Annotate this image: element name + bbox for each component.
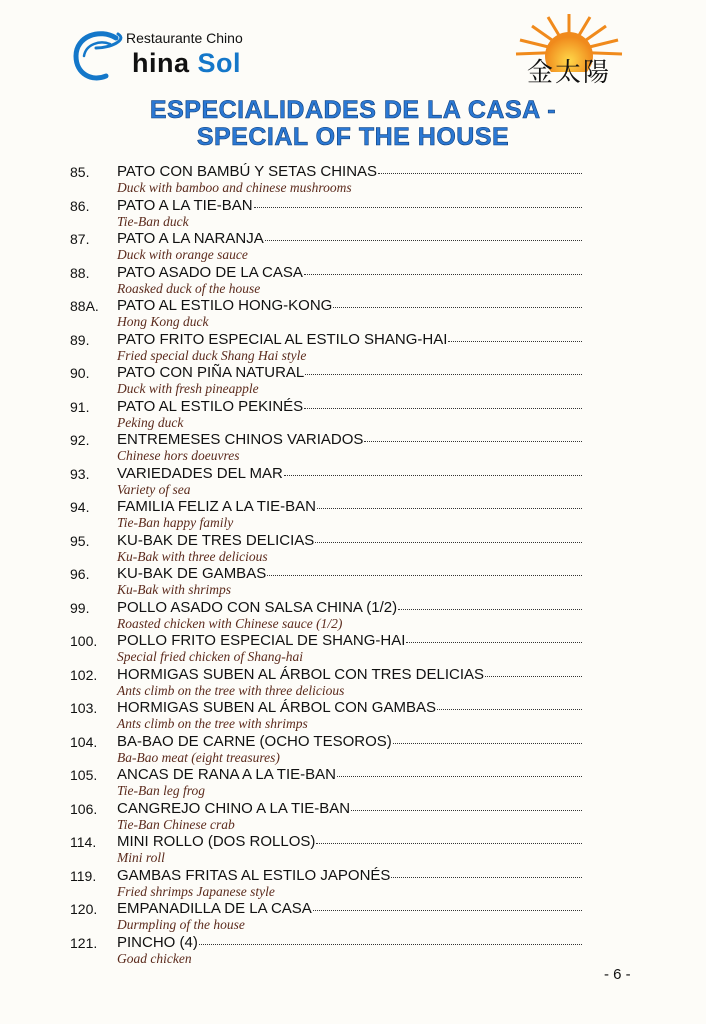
dot-leader — [313, 909, 582, 911]
item-line — [117, 297, 582, 314]
item-number: 121. — [70, 934, 98, 951]
dot-leader — [315, 541, 582, 543]
item-number: 105. — [70, 767, 98, 783]
item-number: 92. — [70, 432, 90, 448]
item-number: 99. — [70, 599, 90, 616]
item-line — [117, 331, 582, 348]
item-number: 86. — [70, 197, 90, 214]
item-number: 114. — [70, 834, 97, 850]
menu-item — [0, 160, 706, 194]
item-name-es: MINI ROLLO (DOS ROLLOS) — [117, 833, 316, 850]
item-number: 89. — [70, 331, 90, 348]
item-line — [117, 230, 582, 247]
item-name-en: Fried special duck Shang Hai style — [117, 347, 307, 363]
item-number: 120. — [70, 901, 98, 917]
item-name-en: Ants climb on the tree with three delicious — [117, 682, 345, 698]
menu-item — [0, 462, 706, 496]
item-name-en: Ba-Bao meat (eight treasures) — [117, 749, 280, 765]
dot-leader — [393, 742, 582, 744]
dot-leader — [406, 641, 582, 643]
item-name-en: Fried shrimps Japanese style — [117, 883, 275, 899]
item-name-es: PATO A LA NARANJA — [117, 230, 264, 247]
item-name-en: Durmpling of the house — [117, 917, 245, 932]
dot-leader — [199, 943, 582, 945]
item-number: 91. — [70, 398, 90, 415]
item-name-en: Ku-Bak with three delicious — [117, 548, 268, 564]
item-number: 93. — [70, 465, 90, 482]
menu-item — [0, 361, 706, 395]
logo-name — [132, 48, 241, 79]
item-name-es: ANCAS DE RANA A LA TIE-BAN — [117, 766, 336, 783]
item-name-es: PATO CON BAMBÚ Y SETAS CHINAS — [117, 163, 378, 180]
dot-leader — [437, 708, 582, 710]
logo-name-part1: hina — [132, 48, 190, 78]
dot-leader — [284, 474, 582, 476]
item-name-en: Chinese hors doeuvres — [117, 448, 240, 463]
menu-item — [0, 730, 706, 764]
item-line — [117, 498, 582, 515]
item-name-en: Peking duck — [117, 414, 184, 430]
item-name-en: Mini roll — [117, 850, 165, 865]
item-line — [117, 632, 582, 649]
item-name-en: Tie-Ban duck — [117, 213, 189, 229]
menu-item — [0, 663, 706, 697]
item-name-es: PATO AL ESTILO PEKINÉS — [117, 397, 304, 415]
sun-logo — [504, 12, 634, 90]
item-line — [117, 934, 582, 951]
item-name-es: HORMIGAS SUBEN AL ÁRBOL CON TRES DELICIAS — [117, 665, 485, 683]
header — [0, 0, 706, 100]
item-line — [117, 398, 582, 415]
swirl-c-icon — [70, 26, 130, 86]
item-number: 94. — [70, 499, 90, 515]
item-number: 88. — [70, 264, 90, 281]
menu-item — [0, 596, 706, 630]
item-line — [117, 465, 582, 482]
menu-item — [0, 562, 706, 596]
item-name-en: Special fried chicken of Shang-hai — [117, 649, 303, 664]
item-number: 88A. — [70, 298, 99, 314]
item-number: 96. — [70, 566, 90, 582]
page-title-line2: SPECIAL OF THE HOUSE — [196, 123, 510, 151]
dot-leader — [351, 809, 582, 811]
page-number: - 6 - — [604, 966, 631, 983]
dot-leader — [267, 574, 582, 576]
dot-leader — [333, 306, 582, 308]
item-name-es: KU-BAK DE TRES DELICIAS — [117, 531, 315, 549]
item-name-es: PATO ASADO DE LA CASA — [117, 263, 303, 281]
item-name-es: BA-BAO DE CARNE (OCHO TESOROS) — [117, 732, 392, 750]
item-name-es: ENTREMESES CHINOS VARIADOS — [117, 431, 364, 448]
item-name-en: Ants climb on the tree with shrimps — [117, 716, 308, 731]
item-name-es: POLLO FRITO ESPECIAL DE SHANG-HAI — [117, 632, 406, 649]
item-line — [117, 699, 582, 716]
item-line — [117, 163, 582, 180]
menu-item — [0, 261, 706, 295]
dot-leader — [337, 775, 582, 777]
item-line — [117, 800, 582, 817]
menu-item — [0, 696, 706, 730]
dot-leader — [316, 842, 582, 844]
item-name-en: Tie-Ban leg frog — [117, 783, 205, 798]
item-line — [117, 766, 582, 783]
item-line — [117, 599, 582, 616]
logo-name-part2: Sol — [197, 48, 242, 78]
menu-item — [0, 495, 706, 529]
item-line — [117, 264, 582, 281]
dot-leader — [391, 876, 582, 878]
item-number: 102. — [70, 666, 98, 683]
item-number: 104. — [70, 733, 98, 750]
item-name-es: PINCHO (4) — [117, 933, 198, 951]
item-name-es: CANGREJO CHINO A LA TIE-BAN — [117, 799, 351, 817]
item-number: 119. — [70, 867, 97, 884]
item-number: 90. — [70, 365, 90, 381]
item-line — [117, 867, 582, 884]
menu-item — [0, 897, 706, 931]
dot-leader — [265, 239, 582, 241]
menu-list — [0, 160, 706, 964]
item-number: 87. — [70, 231, 90, 247]
menu-item — [0, 931, 706, 965]
item-line — [117, 666, 582, 683]
menu-item — [0, 294, 706, 328]
item-line — [117, 565, 582, 582]
item-name-es: PATO FRITO ESPECIAL AL ESTILO SHANG-HAI — [117, 330, 448, 348]
item-name-es: PATO CON PIÑA NATURAL — [117, 364, 305, 381]
item-name-en: Tie-Ban happy family — [117, 515, 234, 530]
item-name-en: Tie-Ban Chinese crab — [117, 816, 235, 832]
item-number: 106. — [70, 800, 98, 817]
menu-item — [0, 864, 706, 898]
dot-leader — [378, 172, 582, 174]
menu-item — [0, 395, 706, 429]
item-name-es: PATO A LA TIE-BAN — [117, 196, 253, 214]
dot-leader — [448, 340, 582, 342]
menu-item — [0, 529, 706, 563]
item-name-es: POLLO ASADO CON SALSA CHINA (1/2) — [117, 598, 398, 616]
item-name-es: HORMIGAS SUBEN AL ÁRBOL CON GAMBAS — [117, 699, 436, 716]
item-number: 100. — [70, 633, 98, 649]
dot-leader — [364, 440, 582, 442]
item-name-en: Duck with fresh pineapple — [117, 381, 259, 396]
item-name-en: Duck with orange sauce — [117, 247, 248, 262]
sun-logo-characters: 金太陽 — [526, 58, 611, 88]
dot-leader — [304, 273, 582, 275]
item-line — [117, 431, 582, 448]
menu-item — [0, 830, 706, 864]
item-line — [117, 833, 582, 850]
menu-item — [0, 194, 706, 228]
logo-subtitle: Restaurante Chino — [126, 30, 243, 46]
page-title-line1: ESPECIALIDADES DE LA CASA - — [149, 96, 557, 124]
menu-item — [0, 328, 706, 362]
dot-leader — [254, 206, 582, 208]
menu-item — [0, 763, 706, 797]
dot-leader — [485, 675, 582, 677]
item-name-es: VARIEDADES DEL MAR — [117, 464, 283, 482]
item-name-en: Duck with bamboo and chinese mushrooms — [117, 180, 352, 195]
item-name-es: PATO AL ESTILO HONG-KONG — [117, 297, 333, 314]
item-name-es: EMPANADILLA DE LA CASA — [117, 900, 312, 917]
item-name-en: Roasked duck of the house — [117, 280, 261, 296]
menu-item — [0, 428, 706, 462]
item-name-en: Hong Kong duck — [117, 314, 209, 329]
item-line — [117, 532, 582, 549]
menu-item — [0, 797, 706, 831]
menu-item — [0, 227, 706, 261]
item-line — [117, 197, 582, 214]
item-line — [117, 733, 582, 750]
item-name-es: FAMILIA FELIZ A LA TIE-BAN — [117, 498, 316, 515]
item-name-en: Roasted chicken with Chinese sauce (1/2) — [117, 615, 343, 631]
item-number: 95. — [70, 532, 90, 549]
item-name-es: GAMBAS FRITAS AL ESTILO JAPONÉS — [117, 866, 391, 884]
item-number: 85. — [70, 164, 90, 180]
dot-leader — [305, 373, 582, 375]
item-name-en: Ku-Bak with shrimps — [117, 582, 232, 597]
item-name-en: Variety of sea — [117, 481, 191, 497]
item-line — [117, 364, 582, 381]
item-name-es: KU-BAK DE GAMBAS — [117, 565, 267, 582]
china-sol-logo — [70, 26, 260, 86]
dot-leader — [304, 407, 582, 409]
dot-leader — [317, 507, 582, 509]
menu-item — [0, 629, 706, 663]
item-number: 103. — [70, 700, 98, 716]
item-line — [117, 900, 582, 917]
dot-leader — [398, 608, 582, 610]
item-name-en: Goad chicken — [117, 950, 192, 966]
